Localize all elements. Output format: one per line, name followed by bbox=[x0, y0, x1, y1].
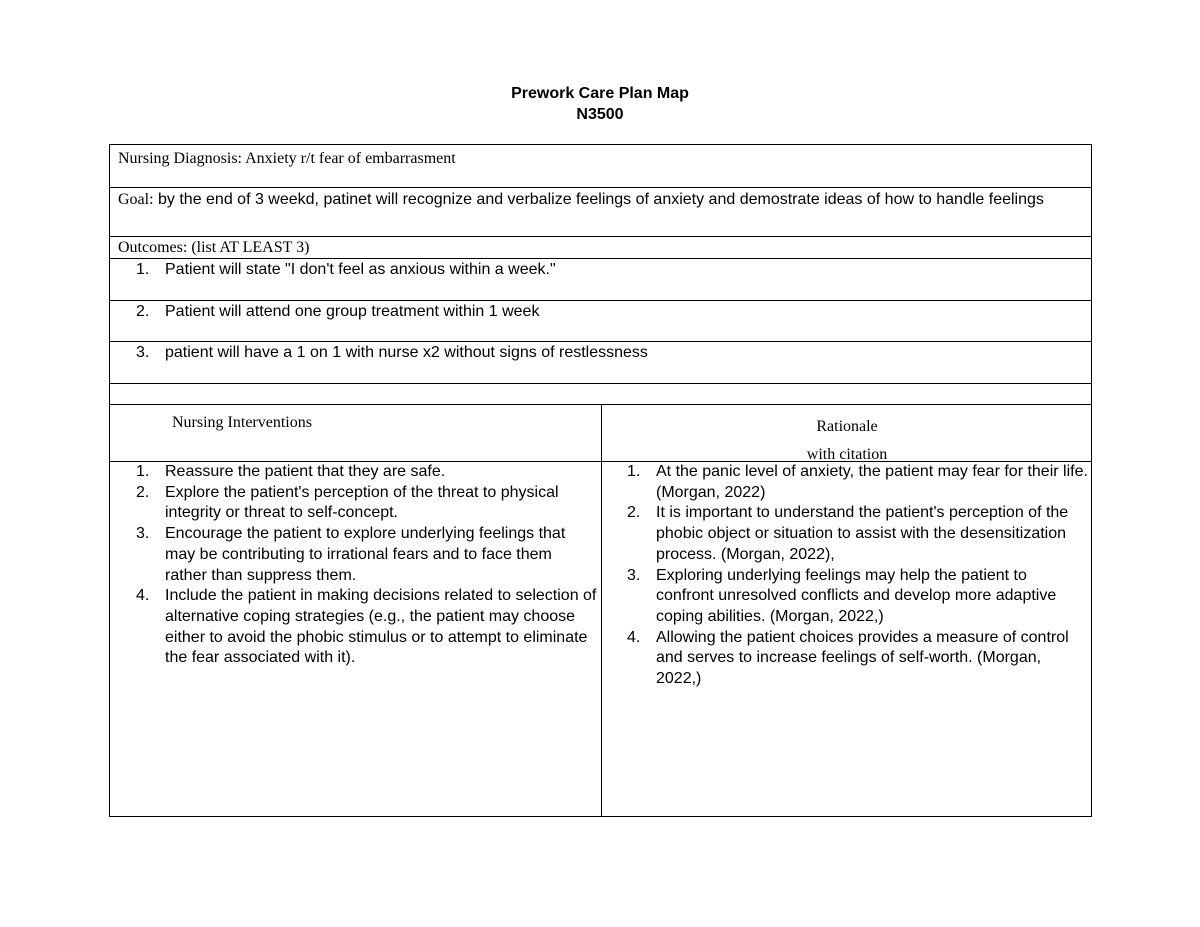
rationale-text: Exploring underlying feelings may help the patient to confront unresolved conflicts and develop more adaptive coping abilities. (Morgan, 2022,) bbox=[656, 566, 1057, 625]
rationale-item bbox=[601, 628, 1089, 690]
goal-row bbox=[110, 188, 1091, 237]
outcome-number: 1. bbox=[136, 261, 150, 278]
outcome-row bbox=[110, 342, 1091, 384]
rationale-text: At the panic level of anxiety, the patient may fear for their life. (Morgan, 2022) bbox=[656, 463, 1088, 501]
diagnosis-cell bbox=[118, 147, 1083, 170]
intervention-text: Explore the patient's perception of the threat to physical integrity or threat to self-concept. bbox=[165, 483, 559, 522]
rationale-item bbox=[601, 566, 1089, 628]
intervention-text: Reassure the patient that they are safe. bbox=[165, 463, 446, 480]
care-plan-table bbox=[109, 144, 1092, 817]
rationale-item bbox=[601, 462, 1089, 503]
intervention-number: 1. bbox=[136, 463, 150, 480]
intervention-number: 4. bbox=[136, 587, 150, 605]
goal-text: by the end of 3 weekd, patinet will recognize and verbalize feelings of anxiety and demostrate ideas of how to handle feelings bbox=[158, 191, 1044, 208]
title-line-1: Prework Care Plan Map bbox=[511, 85, 689, 102]
interventions-list bbox=[110, 462, 598, 669]
rationale-header-line-2: with citation bbox=[806, 446, 888, 463]
outcome-item bbox=[136, 343, 648, 363]
rationale-number: 4. bbox=[627, 628, 641, 646]
intervention-item bbox=[110, 524, 598, 586]
outcomes-header: Outcomes: (list AT LEAST 3) bbox=[118, 239, 310, 256]
rationale-text: Allowing the patient choices provides a measure of control and serves to increase feelings of self-worth. (Morgan, 2022,) bbox=[656, 628, 1069, 688]
outcome-text: Patient will attend one group treatment within 1 week bbox=[165, 303, 540, 320]
title-line-2: N3500 bbox=[576, 106, 624, 123]
rationale-list bbox=[601, 462, 1089, 690]
document-title bbox=[0, 83, 1200, 125]
outcome-item bbox=[136, 302, 539, 322]
outcomes-header-row bbox=[110, 237, 1091, 259]
interventions-header: Nursing Interventions bbox=[172, 414, 312, 431]
rationale-item bbox=[601, 503, 1089, 565]
diagnosis-text: Anxiety r/t fear of embarrasment bbox=[245, 150, 456, 167]
outcome-number: 2. bbox=[136, 303, 150, 320]
rationale-number: 3. bbox=[627, 566, 641, 584]
diagnosis-row bbox=[110, 145, 1091, 188]
intervention-text: Encourage the patient to explore underlying feelings that may be contributing to irrational fears and to face them rather than suppress them. bbox=[165, 525, 566, 584]
rationale-number: 1. bbox=[627, 463, 641, 480]
intervention-number: 3. bbox=[136, 525, 150, 543]
intervention-item bbox=[110, 483, 598, 524]
rationale-header bbox=[602, 413, 1092, 469]
outcome-row bbox=[110, 301, 1091, 342]
outcome-number: 3. bbox=[136, 344, 150, 361]
outcome-text: Patient will state "I don't feel as anxious within a week." bbox=[165, 261, 556, 278]
rationale-text: It is important to understand the patient's perception of the phobic object or situation to assist with the desensitization process. (Morgan, 2022), bbox=[656, 504, 1069, 563]
intervention-item bbox=[110, 586, 598, 669]
goal-cell bbox=[118, 188, 1083, 211]
goal-label: Goal: bbox=[118, 191, 154, 208]
intervention-item bbox=[110, 462, 598, 483]
outcome-item bbox=[136, 260, 556, 280]
intervention-text: Include the patient in making decisions related to selection of alternative coping strategies (e.g., the patient may choose either to avoid the phobic stimulus or to attempt to eliminate the fear associated with it). bbox=[165, 587, 597, 667]
diagnosis-label: Nursing Diagnosis: bbox=[118, 150, 242, 167]
outcome-row bbox=[110, 259, 1091, 301]
spacer-row bbox=[110, 384, 1091, 405]
intervention-number: 2. bbox=[136, 483, 150, 501]
rationale-number: 2. bbox=[627, 504, 641, 522]
outcome-text: patient will have a 1 on 1 with nurse x2 without signs of restlessness bbox=[165, 344, 648, 361]
rationale-header-line-1: Rationale bbox=[816, 418, 878, 435]
